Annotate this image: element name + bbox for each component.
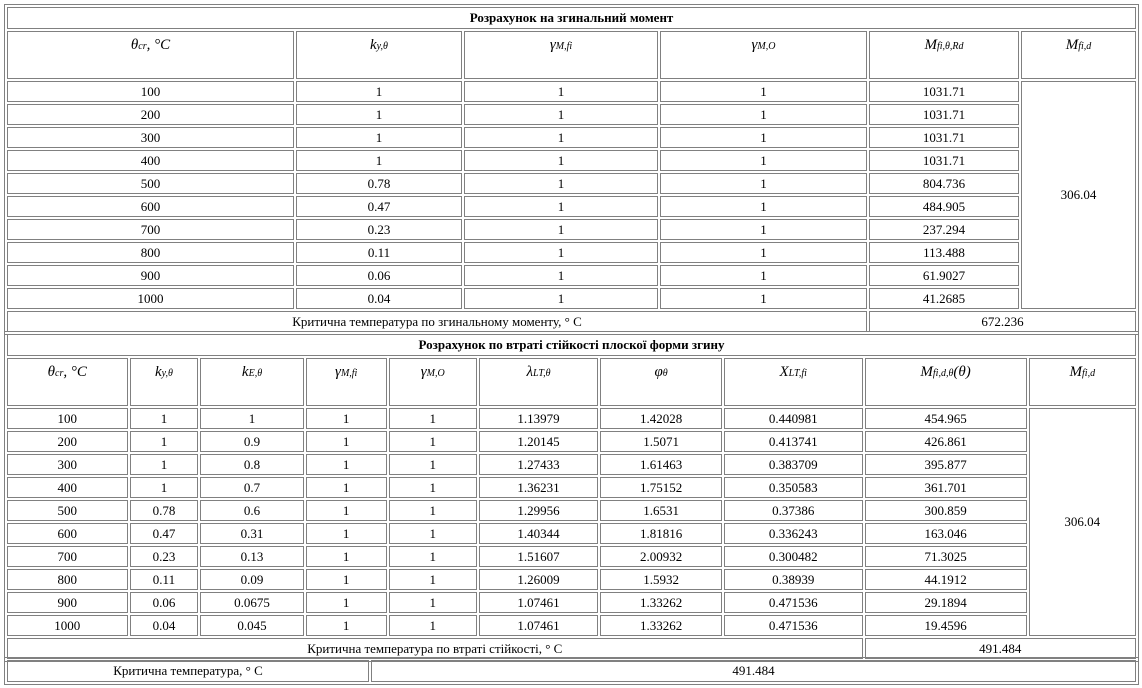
m-fi-d-value: 306.04	[1021, 81, 1136, 309]
table-cell: 0.78	[130, 500, 199, 521]
table-cell: 0.47	[296, 196, 462, 217]
table-cell: 0.7	[200, 477, 303, 498]
table-cell: 1	[389, 408, 477, 429]
header-phi-theta: φθ	[600, 358, 722, 406]
header-x-lt-fi: XLT,fi	[724, 358, 863, 406]
table-cell: 1	[389, 546, 477, 567]
bending-moment-table	[4, 4, 1139, 335]
table-row	[7, 196, 1136, 217]
table-cell: 1	[389, 500, 477, 521]
table-cell: 1	[389, 569, 477, 590]
table-row	[7, 408, 1136, 429]
footer-label: Критична температура по втраті стійкості, ° C	[7, 638, 863, 659]
table-cell: 1.51607	[479, 546, 599, 567]
header-theta-cr: θcr, °C	[7, 358, 128, 406]
table-cell: 700	[7, 546, 128, 567]
table-row	[7, 615, 1136, 636]
table-cell: 1031.71	[869, 104, 1019, 125]
table-cell: 100	[7, 81, 294, 102]
table-row	[7, 454, 1136, 475]
header-gamma-m-o: γM,O	[389, 358, 477, 406]
table-cell: 1.75152	[600, 477, 722, 498]
header-theta-cr: θcr, °C	[7, 31, 294, 79]
table-cell: 1	[296, 81, 462, 102]
table-cell: 0.0675	[200, 592, 303, 613]
table-cell: 0.47	[130, 523, 199, 544]
table-row	[7, 500, 1136, 521]
table-cell: 400	[7, 477, 128, 498]
table-cell: 1.07461	[479, 615, 599, 636]
table-cell: 41.2685	[869, 288, 1019, 309]
table-cell: 1.26009	[479, 569, 599, 590]
footer-value: 491.484	[865, 638, 1136, 659]
header-gamma-m-fi: γM,fi	[306, 358, 387, 406]
table-cell: 61.9027	[869, 265, 1019, 286]
table-cell: 1	[660, 104, 867, 125]
table-cell: 1	[306, 569, 387, 590]
table-cell: 1.27433	[479, 454, 599, 475]
stability-table	[4, 331, 1139, 662]
table-cell: 0.440981	[724, 408, 863, 429]
table-cell: 700	[7, 219, 294, 240]
table-cell: 1	[296, 104, 462, 125]
table-cell: 1	[660, 219, 867, 240]
table-cell: 1	[464, 196, 658, 217]
table-cell: 200	[7, 104, 294, 125]
table-row	[7, 431, 1136, 452]
table-cell: 71.3025	[865, 546, 1027, 567]
table-cell: 1	[389, 431, 477, 452]
m-fi-d-value: 306.04	[1029, 408, 1136, 636]
table-cell: 1	[306, 546, 387, 567]
table-cell: 1	[296, 150, 462, 171]
table-cell: 0.336243	[724, 523, 863, 544]
table-cell: 0.09	[200, 569, 303, 590]
table-cell: 1	[130, 408, 199, 429]
table-cell: 1	[130, 431, 199, 452]
summary-table	[4, 657, 1139, 685]
header-gamma-m-fi: γM,fi	[464, 31, 658, 79]
header-ky-theta: ky,θ	[296, 31, 462, 79]
table-cell: 237.294	[869, 219, 1019, 240]
header-m-fi-d-theta: Mfi,d,θ(θ)	[865, 358, 1027, 406]
table-cell: 0.31	[200, 523, 303, 544]
table-cell: 1.81816	[600, 523, 722, 544]
header-lambda-lt-theta: λLT,θ	[479, 358, 599, 406]
table-cell: 1.33262	[600, 615, 722, 636]
table-cell: 1	[389, 454, 477, 475]
table-cell: 1	[464, 219, 658, 240]
table-title: Розрахунок по втраті стійкості плоскої форми згину	[7, 334, 1136, 356]
table-cell: 1.13979	[479, 408, 599, 429]
table-cell: 0.8	[200, 454, 303, 475]
table-cell: 1	[464, 81, 658, 102]
table-cell: 1	[200, 408, 303, 429]
table-row	[7, 242, 1136, 263]
table-cell: 1	[130, 454, 199, 475]
table-row	[7, 288, 1136, 309]
table-cell: 19.4596	[865, 615, 1027, 636]
table-cell: 1.6531	[600, 500, 722, 521]
table-cell: 1000	[7, 288, 294, 309]
table-row	[7, 173, 1136, 194]
table-cell: 1	[306, 500, 387, 521]
footer-value: 672.236	[869, 311, 1136, 332]
table-cell: 300	[7, 454, 128, 475]
table-cell: 1031.71	[869, 127, 1019, 148]
table-cell: 0.045	[200, 615, 303, 636]
table-cell: 1	[464, 173, 658, 194]
table-cell: 1	[296, 127, 462, 148]
table-cell: 1.07461	[479, 592, 599, 613]
table-cell: 1	[464, 288, 658, 309]
table-cell: 1	[389, 592, 477, 613]
table-cell: 1	[660, 196, 867, 217]
table-cell: 0.04	[296, 288, 462, 309]
table-cell: 1	[464, 127, 658, 148]
table-cell: 900	[7, 265, 294, 286]
table-cell: 0.6	[200, 500, 303, 521]
table-cell: 804.736	[869, 173, 1019, 194]
table-cell: 163.046	[865, 523, 1027, 544]
table-cell: 1.20145	[479, 431, 599, 452]
table-cell: 1	[306, 477, 387, 498]
table-row	[7, 127, 1136, 148]
table-cell: 800	[7, 242, 294, 263]
table-cell: 1	[306, 431, 387, 452]
footer-label: Критична температура по згинальному моменту, ° C	[7, 311, 867, 332]
table-cell: 1	[464, 265, 658, 286]
table-cell: 1	[660, 173, 867, 194]
table-cell: 1000	[7, 615, 128, 636]
table-title: Розрахунок на згинальний момент	[7, 7, 1136, 29]
summary-label: Критична температура, ° C	[7, 660, 369, 682]
summary-value: 491.484	[371, 660, 1136, 682]
table-cell: 113.488	[869, 242, 1019, 263]
table-cell: 1	[306, 408, 387, 429]
table-cell: 29.1894	[865, 592, 1027, 613]
table-cell: 0.06	[296, 265, 462, 286]
table-row	[7, 477, 1136, 498]
table-row	[7, 265, 1136, 286]
table-cell: 1	[389, 615, 477, 636]
table-cell: 0.350583	[724, 477, 863, 498]
table-row	[7, 104, 1136, 125]
table-cell: 400	[7, 150, 294, 171]
table-cell: 0.13	[200, 546, 303, 567]
table-cell: 1031.71	[869, 150, 1019, 171]
table-cell: 395.877	[865, 454, 1027, 475]
table-row	[7, 523, 1136, 544]
table-cell: 300	[7, 127, 294, 148]
table-cell: 1	[660, 127, 867, 148]
table-cell: 2.00932	[600, 546, 722, 567]
table-row	[7, 569, 1136, 590]
table-cell: 1.33262	[600, 592, 722, 613]
table-cell: 600	[7, 196, 294, 217]
table-cell: 0.38939	[724, 569, 863, 590]
table-cell: 0.23	[130, 546, 199, 567]
table-cell: 100	[7, 408, 128, 429]
table-cell: 300.859	[865, 500, 1027, 521]
table-cell: 0.471536	[724, 615, 863, 636]
table-cell: 800	[7, 569, 128, 590]
table-cell: 1	[660, 242, 867, 263]
table-cell: 1	[464, 242, 658, 263]
table-cell: 0.78	[296, 173, 462, 194]
table-cell: 0.23	[296, 219, 462, 240]
header-ky-theta: ky,θ	[130, 358, 199, 406]
header-m-fi-theta-rd: Mfi,θ,Rd	[869, 31, 1019, 79]
table-row	[7, 219, 1136, 240]
table-cell: 1	[306, 615, 387, 636]
table-cell: 1	[464, 104, 658, 125]
table-cell: 0.471536	[724, 592, 863, 613]
table-cell: 1	[130, 477, 199, 498]
table-cell: 0.300482	[724, 546, 863, 567]
table-cell: 484.905	[869, 196, 1019, 217]
table-cell: 0.383709	[724, 454, 863, 475]
table-cell: 1	[660, 150, 867, 171]
table-cell: 0.11	[296, 242, 462, 263]
table-cell: 1	[306, 454, 387, 475]
table-cell: 500	[7, 500, 128, 521]
table-cell: 900	[7, 592, 128, 613]
table-cell: 1	[660, 288, 867, 309]
table-row	[7, 81, 1136, 102]
table-cell: 361.701	[865, 477, 1027, 498]
table-cell: 500	[7, 173, 294, 194]
header-m-fi-d: Mfi,d	[1029, 358, 1136, 406]
table-cell: 426.861	[865, 431, 1027, 452]
table-cell: 1	[660, 265, 867, 286]
table-cell: 1	[306, 592, 387, 613]
table-cell: 1031.71	[869, 81, 1019, 102]
table-cell: 600	[7, 523, 128, 544]
table-cell: 1.5932	[600, 569, 722, 590]
table-cell: 1.40344	[479, 523, 599, 544]
table-row	[7, 592, 1136, 613]
table-cell: 1	[389, 523, 477, 544]
table-cell: 0.04	[130, 615, 199, 636]
table-cell: 0.413741	[724, 431, 863, 452]
table-cell: 0.9	[200, 431, 303, 452]
table-cell: 0.06	[130, 592, 199, 613]
table-cell: 1.42028	[600, 408, 722, 429]
header-gamma-m-o: γM,O	[660, 31, 867, 79]
table-cell: 454.965	[865, 408, 1027, 429]
table-cell: 1	[660, 81, 867, 102]
table-cell: 200	[7, 431, 128, 452]
header-ke-theta: kE,θ	[200, 358, 303, 406]
table-cell: 1.29956	[479, 500, 599, 521]
table-cell: 0.37386	[724, 500, 863, 521]
table-cell: 0.11	[130, 569, 199, 590]
table-cell: 1	[389, 477, 477, 498]
table-row	[7, 546, 1136, 567]
table-cell: 1	[464, 150, 658, 171]
table-cell: 1.36231	[479, 477, 599, 498]
table-cell: 1.5071	[600, 431, 722, 452]
header-m-fi-d: Mfi,d	[1021, 31, 1136, 79]
table-row	[7, 150, 1136, 171]
table-cell: 1.61463	[600, 454, 722, 475]
table-cell: 44.1912	[865, 569, 1027, 590]
table-cell: 1	[306, 523, 387, 544]
